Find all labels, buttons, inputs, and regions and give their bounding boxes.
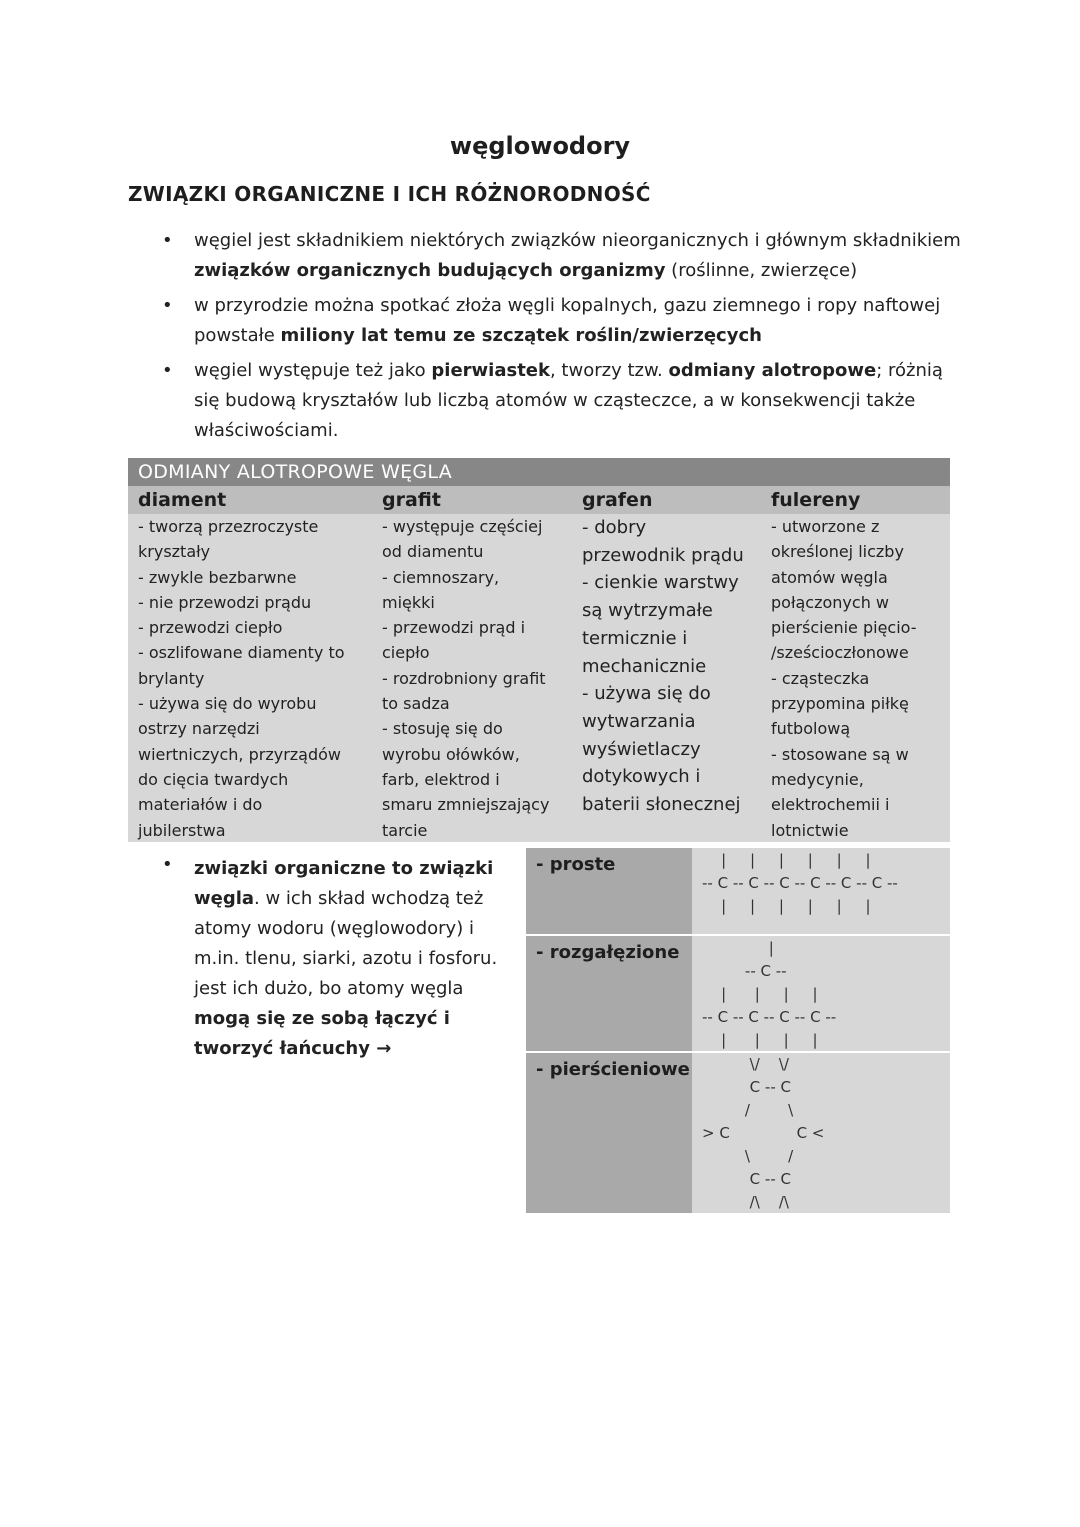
column-line: mechanicznie <box>582 655 707 677</box>
column-line: - zwykle bezbarwne <box>138 567 297 587</box>
bullet-item <box>162 226 962 286</box>
column-lines <box>138 514 345 843</box>
organic-bold-text: mogą się ze sobą łączyć i tworzyć łańcuchy → <box>194 1008 450 1059</box>
allotropes-table <box>128 458 950 842</box>
bullet-text: (roślinne, zwierzęce) <box>665 260 858 281</box>
column-line: /sześcioczłonowe <box>771 643 909 663</box>
bullet-bold-text: miliony lat temu ze szczątek roślin/zwierzęcych <box>280 325 762 346</box>
column-line: są wytrzymałe <box>582 600 713 622</box>
bullet-icon: • <box>162 854 173 875</box>
bullet-icon: • <box>162 230 173 251</box>
column-title: grafen <box>582 489 653 511</box>
column-line: to sadza <box>382 694 450 714</box>
chain-label: - pierścieniowe <box>526 1053 692 1213</box>
chain-figure <box>692 936 950 1051</box>
column-fulereny <box>771 486 917 843</box>
chain-row-straight <box>526 848 950 934</box>
bullet-text: węgiel występuje też jako <box>194 360 432 381</box>
column-line: termicznie i <box>582 627 688 649</box>
column-line: - stosuję się do <box>382 719 503 739</box>
column-line: - używa się do wyrobu <box>138 694 317 714</box>
carbon-chains-table <box>526 848 950 1213</box>
column-line: przewodnik prądu <box>582 544 744 566</box>
column-line: - dobry <box>582 517 647 538</box>
column-line: miękki <box>382 592 435 612</box>
bullet-bold-text: związków organicznych budujących organizmy <box>194 260 666 281</box>
page-title: węglowodory <box>449 132 631 160</box>
column-line: pierścienie pięcio- <box>771 618 917 638</box>
column-line: wiertniczych, przyrządów <box>138 744 341 764</box>
chain-figure <box>692 848 950 934</box>
column-line: - przewodzi ciepło <box>138 618 283 638</box>
bullet-text: , tworzy tzw. <box>549 360 669 381</box>
column-title: fulereny <box>771 489 861 511</box>
column-line: wyrobu ołówków, <box>382 744 520 764</box>
organic-plain-text: . w ich skład wchodzą też atomy wodoru (węglowodory) i m.in. tlenu, siarki, azotu i fosforu. jest ich dużo, bo atomy węgla <box>194 888 498 999</box>
column-diament <box>138 486 345 843</box>
column-line: wytwarzania <box>582 710 696 732</box>
straight-chain-formula: | | | | | | -- C -- C -- C -- C -- C -- C -- | | | | | | <box>702 851 898 915</box>
column-line: dotykowych i <box>582 766 701 788</box>
column-line: lotnictwie <box>771 820 849 840</box>
column-line: - utworzone z <box>771 517 880 536</box>
column-line: wyświetlaczy <box>582 738 701 760</box>
chain-label: - rozgałęzione <box>526 936 692 1051</box>
column-line: od diamentu <box>382 542 484 562</box>
column-line: przypomina piłkę <box>771 694 909 714</box>
chain-label: - proste <box>526 848 692 934</box>
cyclic-chain-formula: \/ \/ C -- C / \ > C C < \ / C -- C /\ /\ <box>702 1055 825 1211</box>
column-lines <box>771 514 917 843</box>
bullet-text: ; różnią się budową kryształów lub liczbą atomów w cząsteczce, a w konsekwencji także właściwościami. <box>194 360 943 441</box>
column-line: elektrochemii i <box>771 795 890 815</box>
chain-row-branched <box>526 936 950 1051</box>
column-lines <box>382 514 549 843</box>
column-line: smaru zmniejszający <box>382 795 550 815</box>
column-line: brylanty <box>138 668 205 688</box>
bullet-bold-text: pierwiastek <box>431 360 550 381</box>
column-line: baterii słonecznej <box>582 794 741 816</box>
chain-figure <box>692 1053 950 1213</box>
intro-bullet-list <box>162 226 962 451</box>
section-heading: ZWIĄZKI ORGANICZNE I ICH RÓŻNORODNOŚĆ <box>128 182 651 206</box>
column-line: tarcie <box>382 820 428 840</box>
column-line: - używa się do <box>582 683 711 705</box>
column-line: materiałów i do <box>138 795 263 815</box>
column-grafen <box>582 486 744 819</box>
bullet-bold-text: odmiany alotropowe <box>668 360 877 381</box>
chain-row-cyclic <box>526 1053 950 1213</box>
column-line: - występuje częściej <box>382 517 543 536</box>
column-line: połączonych w <box>771 592 889 612</box>
column-title: diament <box>138 489 227 511</box>
column-line: - stosowane są w <box>771 744 909 764</box>
bullet-icon: • <box>162 295 173 316</box>
bullet-icon: • <box>162 360 173 381</box>
column-title: grafit <box>382 489 441 511</box>
column-line: atomów węgla <box>771 567 888 587</box>
column-line: ostrzy narzędzi <box>138 719 260 739</box>
allotropes-table-header: ODMIANY ALOTROPOWE WĘGLA <box>128 458 950 486</box>
organic-bold-text: związki organiczne to związki węgla <box>194 858 494 909</box>
column-line: medycynie, <box>771 769 864 789</box>
bullet-text: węgiel jest składnikiem niektórych związków nieorganicznych i głównym składnikiem <box>194 230 961 251</box>
column-line: - tworzą przezroczyste <box>138 517 319 536</box>
bullet-item <box>162 291 962 351</box>
column-line: kryształy <box>138 542 211 562</box>
column-line: - ciemnoszary, <box>382 567 500 587</box>
column-line: ciepło <box>382 643 430 663</box>
column-line: farb, elektrod i <box>382 769 500 789</box>
column-line: - nie przewodzi prądu <box>138 592 312 612</box>
column-line: jubilerstwa <box>138 820 226 840</box>
organic-compounds-bullet <box>162 854 522 1064</box>
branched-chain-formula: | -- C -- | | | | -- C -- C -- C -- C -- | | | | <box>702 939 837 1049</box>
column-line: - cienkie warstwy <box>582 572 739 594</box>
bullet-text: w przyrodzie można spotkać złoża węgli kopalnych, gazu ziemnego i ropy naftowej powstałe <box>194 295 941 346</box>
column-line: - cząsteczka <box>771 668 870 688</box>
column-grafit <box>382 486 549 843</box>
bullet-item <box>162 356 962 446</box>
organic-text <box>162 854 522 1064</box>
column-line: - przewodzi prąd i <box>382 618 526 638</box>
column-line: - oszlifowane diamenty to <box>138 643 345 663</box>
column-line: określonej liczby <box>771 542 904 562</box>
column-line: - rozdrobniony grafit <box>382 668 546 688</box>
column-line: do cięcia twardych <box>138 769 289 789</box>
column-lines <box>582 514 744 819</box>
column-line: futbolową <box>771 719 851 739</box>
